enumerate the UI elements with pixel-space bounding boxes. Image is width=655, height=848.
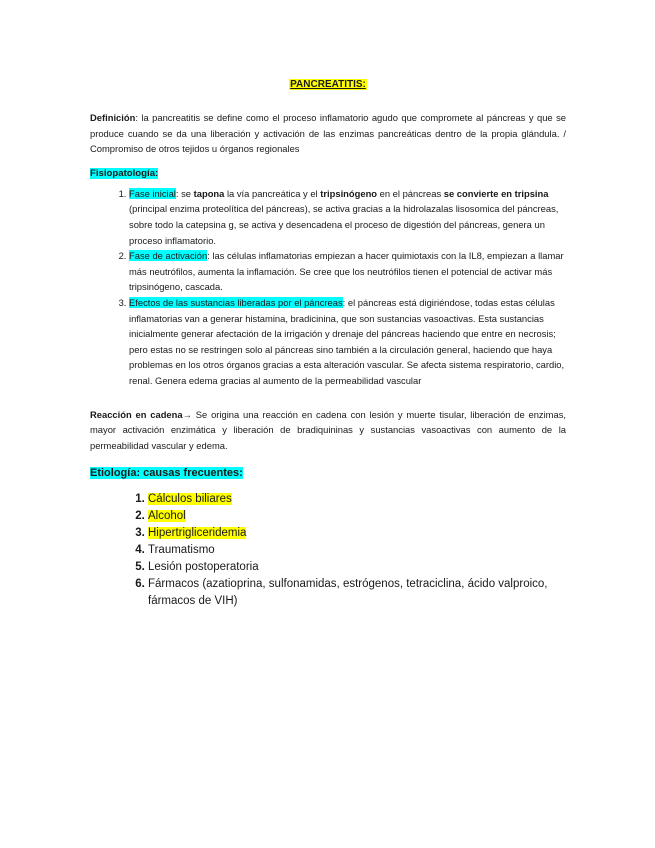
cause-item-3-text: Hipertrigliceridemia	[148, 527, 247, 540]
reaccion-text: Se origina una reacción en cadena con lesión y muerte tisular, liberación de enzimas, mayor activación enzimática y liberación de bradiquininas y sustancias vasoactivas con aumento de la permeabilidad vascular y edema.	[90, 408, 566, 451]
definition-text: : la pancreatitis se define como el proceso inflamatorio agudo que compromete al páncreas y que se produce cuando se da una liberación y activación de las enzimas pancreáticas dentro de la propia glándula. / Compromiso de otros tejidos u órganos regionales	[90, 112, 566, 155]
fisio-item-1-bold-convierte: se convierte en tripsina	[443, 187, 549, 199]
document-page	[90, 74, 566, 610]
fisio-item-3-label: Efectos de las sustancias liberadas por el páncreas	[129, 296, 343, 308]
etiologia-heading-text: Etiología: causas frecuentes:	[90, 467, 243, 480]
cause-item-4	[148, 542, 566, 559]
title-block	[90, 74, 566, 92]
fisiopatologia-heading-text: Fisiopatología:	[90, 167, 159, 179]
fisio-item-2-text: : las células inflamatorias empiezan a hacer quimiotaxis con la IL8, empiezan a llamar más neutrófilos, aumenta la inflamación. Se cree que los neutrófilos tienen el potencial de activar más tripsinógeno, cascada.	[129, 250, 564, 293]
fisiopatologia-heading	[90, 166, 566, 181]
definition-label: Definición	[90, 112, 136, 123]
etiologia-heading	[90, 465, 566, 481]
fisio-item-2-label: Fase de activación	[129, 250, 208, 262]
cause-item-3	[148, 525, 566, 542]
fisio-item-3-text: : el páncreas está digiriéndose, todas estas células inflamatorias van a generar histamina, bradicinina, que son sustancias vasoactivas. Esta sustancias inicialmente generar afectación de la irrigación y drenaje del páncreas haciendo que entre en necrosis; pero estas no se restringen solo al páncreas sino también a la circulación general, haciendo que haya problemas en los otros órganos gracias a esta alteración vascular. Se afecta sistema respiratorio, cardio, renal. Genera edema gracias al aumento de la permeabilidad vascular	[129, 296, 565, 386]
cause-item-6-text: Fármacos (azatioprina, sulfonamidas, estrógenos, tetraciclina, ácido valproico, fármacos de VIH)	[148, 578, 548, 608]
cause-item-2	[148, 508, 566, 525]
cause-item-1-text: Cálculos biliares	[148, 493, 232, 506]
fisio-item-1-text-c: en el páncreas	[377, 187, 444, 199]
cause-item-1	[148, 491, 566, 508]
cause-item-4-text: Traumatismo	[148, 544, 215, 557]
fisio-item-1	[129, 186, 566, 248]
reaccion-label: Reacción en cadena	[90, 408, 183, 420]
reaccion-paragraph	[90, 407, 566, 454]
etiologia-list	[90, 491, 566, 610]
fisio-item-3	[129, 295, 566, 389]
cause-item-6	[148, 576, 566, 610]
arrow-icon: →	[182, 408, 192, 420]
page-title: PANCREATITIS:	[290, 79, 366, 90]
fisio-item-2	[129, 248, 566, 295]
cause-item-5-text: Lesión postoperatoria	[148, 561, 259, 574]
cause-item-2-text: Alcohol	[148, 510, 186, 523]
fisio-item-1-text-a: : se	[175, 187, 194, 199]
cause-item-5	[148, 559, 566, 576]
fisio-item-1-label: Fase inicial	[129, 187, 176, 199]
fisio-item-1-bold-tapona: tapona	[193, 187, 225, 199]
fisio-item-1-text-b: la vía pancreática y el	[224, 187, 321, 199]
definition-paragraph	[90, 110, 566, 157]
fisio-item-1-bold-tripsinogeno: tripsinógeno	[320, 187, 378, 199]
fisiopatologia-list	[90, 186, 566, 389]
fisio-item-1-text-d: (principal enzima proteolítica del páncreas), se activa gracias a la hidrolazalas lisosomica del páncreas, sobre todo la catepsina g, se activa y desencadena el proceso de digestión del páncreas, genera un proceso inflamatorio.	[129, 203, 559, 246]
